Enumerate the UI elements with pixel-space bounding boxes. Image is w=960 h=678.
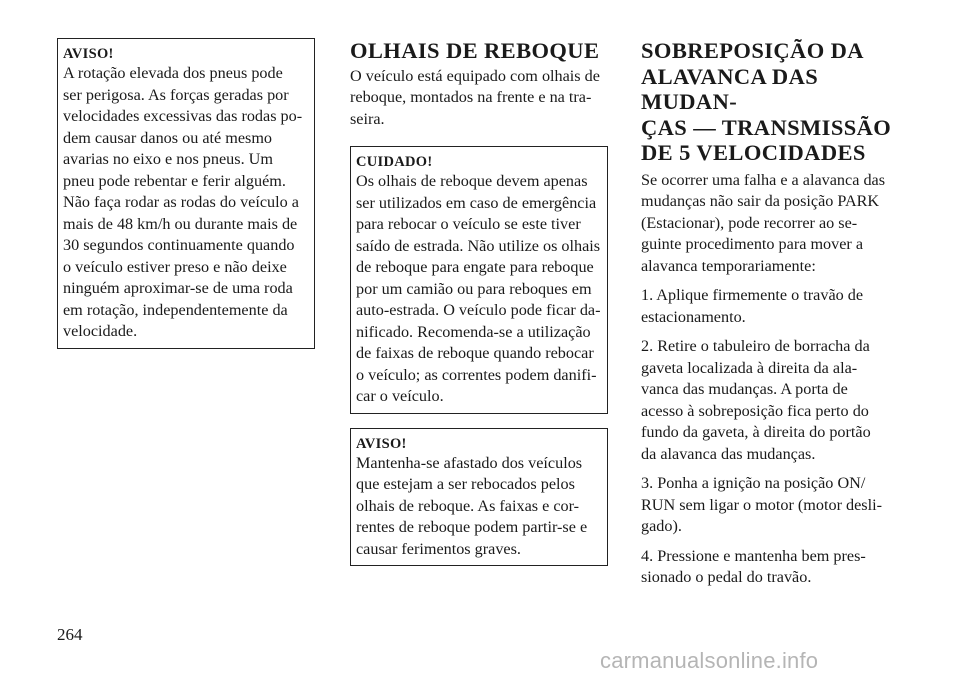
middle-column — [350, 38, 608, 566]
warning-text: A rotação elevada dos pneus pode ser perigosa. As forças geradas por velocidades excessivas das rodas po- dem causar danos ou até mesmo avarias no eixo e nos pneus. Um pneu pode rebentar e ferir alguém. Não faça rodar as rodas do veículo a mais de 48 km/h ou durante mais de 30 segundos continuamente quando o veículo estiver preso e não deixe ninguém aproximar-se de uma roda em rotação, independentemente da velocidade. — [63, 64, 303, 340]
section-heading-tow-hooks: OLHAIS DE REBOQUE — [350, 38, 600, 63]
watermark: carmanualsonline.info — [600, 648, 819, 673]
left-column — [57, 38, 315, 349]
shift-override-intro: Se ocorrer uma falha e a alavanca das mudanças não sair da posição PARK (Estacionar), pode recorrer ao se- guinte procedimento para mover a alavanca temporariamente: — [641, 170, 886, 275]
page-number: 264 — [57, 625, 83, 644]
section-heading-shift-override: SOBREPOSIÇÃO DA ALAVANCA DAS MUDAN- ÇAS — TRANSMISSÃO DE 5 VELOCIDADES — [641, 38, 892, 165]
procedure-step: 1. Aplique firmemente o travão de estacionamento. — [641, 286, 864, 326]
caution-text: Os olhais de reboque devem apenas ser utilizados em caso de emergência para rebocar o veículo se este tiver saído de estrada. Não utilize os olhais de reboque para engate para reboque por um camião ou para reboques em auto-estrada. O veículo pode ficar da- nificado. Recomenda-se a utilização de faixas de reboque quando rebocar o veículo; as correntes podem danifi- car o veículo. — [356, 172, 601, 405]
procedure-step: 2. Retire o tabuleiro de borracha da gaveta localizada à direita da ala- vanca das mudanças. A porta de acesso à sobreposição fica perto do fundo da gaveta, à direita do portão da alavanca das mudanças. — [641, 337, 871, 463]
tow-hooks-intro: O veículo está equipado com olhais de reboque, montados na frente e na tra- seira. — [350, 66, 600, 128]
caution-box — [350, 146, 608, 414]
warning-title: AVISO! — [356, 435, 407, 452]
procedure-step: 3. Ponha a ignição na posição ON/ RUN sem ligar o motor (motor desli- gado). — [641, 474, 882, 535]
warning-box — [57, 38, 315, 349]
caution-title: CUIDADO! — [356, 154, 433, 170]
warning-title: AVISO! — [63, 46, 114, 62]
procedure-step: 4. Pressione e mantenha bem pres- sionado o pedal do travão. — [641, 546, 866, 586]
warning-box — [350, 428, 608, 567]
right-column — [641, 38, 899, 589]
warning-text: Mantenha-se afastado dos veículos que estejam a ser rebocados pelos olhais de reboque. As faixas e cor- rentes de reboque podem partir-se e causar ferimentos graves. — [356, 453, 588, 558]
